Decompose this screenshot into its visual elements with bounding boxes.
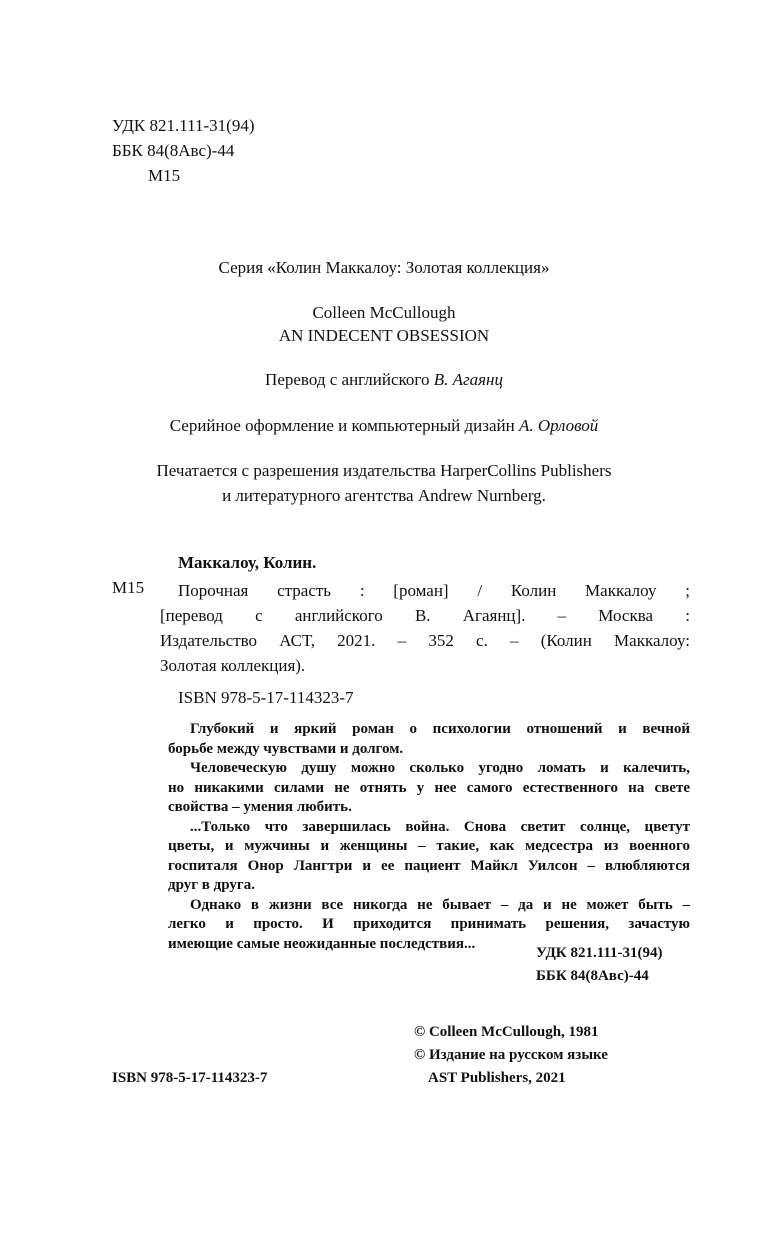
annotation-line: но никакими силами не отнять у нее самого естественного на свете [168,779,690,796]
original-author: Colleen McCullough [312,303,456,322]
annotation-line: госпиталя Онор Лангтри и ее пациент Майкл Уилсон – влюбляются [168,857,690,874]
annotation [168,720,690,954]
permission-line-1: Печатается с разрешения издательства HarperCollins Publishers [156,461,612,480]
translator: В. Агаянц [433,370,503,389]
annotation-line: легко и просто. И приходится принимать решения, зачастую [168,916,690,932]
series-line: Серия «Колин Маккалоу: Золотая коллекция» [218,258,550,277]
annotation-line: свойства – умения любить. [168,799,352,815]
isbn-bottom: ISBN 978-5-17-114323-7 [112,1070,268,1086]
translation-prefix: Перевод с английского [265,370,430,389]
annotation-line: друг в друга. [168,877,255,893]
catalog-heading: Маккалоу, Колин. [178,553,317,572]
annotation-line: имеющие самые неожиданные последствия... [168,935,476,952]
bbk-code-bottom: ББК 84(8Авс)-44 [536,968,649,984]
udk-code-bottom: УДК 821.111-31(94) [536,945,663,961]
translation-credit [0,370,768,390]
annotation-line: Глубокий и яркий роман о психологии отношений и вечной [190,721,690,737]
catalog-line: Порочная страсть : [роман] / Колин Маккалоу ; [178,581,690,600]
catalog-line: Золотая коллекция). [160,656,306,675]
catalog-line: [перевод с английского В. Агаянц]. – Москва : [160,606,690,625]
annotation-line: ...Только что завершилась война. Снова светит солнце, цветут [190,818,690,835]
copyright-publisher: AST Publishers, 2021 [428,1070,566,1086]
design-prefix: Серийное оформление и компьютерный дизайн [169,416,515,435]
annotation-line: борьбе между чувствами и долгом. [168,740,404,757]
bbk-code: ББК 84(8Авс)-44 [112,141,235,160]
catalog-isbn: ISBN 978-5-17-114323-7 [178,688,354,707]
catalog-mark: М15 [112,578,145,597]
catalog-entry [160,578,690,678]
designer: А. Орловой [518,416,599,435]
udk-code: УДК 821.111-31(94) [112,116,255,135]
annotation-line: цветы, и мужчины и женщины – такие, как медсестра из военного [168,838,690,854]
author-mark: М15 [148,166,181,185]
catalog-line: Издательство АСТ, 2021. – 352 с. – (Колин Маккалоу: [160,631,690,650]
copyright-edition: © Издание на русском языке [414,1047,608,1063]
annotation-line: Однако в жизни все никогда не бывает – да и не может быть – [190,896,690,913]
annotation-line: Человеческую душу можно сколько угодно ломать и калечить, [190,760,690,776]
copyright-author: © Colleen McCullough, 1981 [414,1024,599,1040]
original-title: AN INDECENT OBSESSION [278,326,490,345]
permission-line-2: и литературного агентства Andrew Nurnberg. [222,486,546,505]
design-credit [0,416,768,436]
